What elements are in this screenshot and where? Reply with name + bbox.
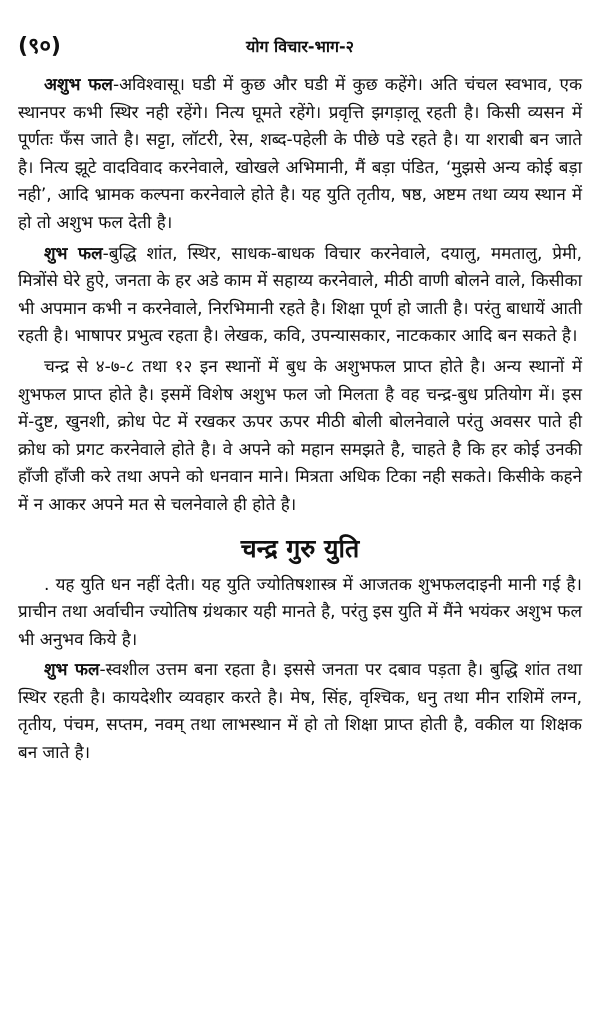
paragraph-yuti-intro — [18, 572, 582, 655]
paragraph-text: चन्द्र से ४-७-८ तथा १२ इन स्थानों में बुध के अशुभफल प्राप्त होते है। अन्य स्थानों में शुभफल प्राप्त होते है। इसमें विशेष अशुभ फल जो मिलता है वह चन्द्र-बुध प्रतियोग में। इस में-दुष्ट, खुनशी, क्रोध पेट में रखकर ऊपर ऊपर मीठी बोली बोलनेवाले परंतु अवसर पाते ही क्रोध को प्रगट करनेवाले होते है। वे अपने को महान समझते है, चाहते है कि हर कोई उनकी हाँजी हाँजी करे तथा अपने को धनवान माने। मित्रता अधिक टिका नही सकते। किसीके कहने में न आकर अपने मत से चलनेवाले ही होते है। — [18, 356, 582, 515]
section-heading: चन्द्र गुरु युति — [240, 533, 360, 563]
paragraph-lead: शुभ फल — [44, 243, 103, 264]
paragraph-lead: शुभ फल — [44, 660, 100, 681]
paragraph-text: -बुद्धि शांत, स्थिर, साधक-बाधक विचार करनेवाले, दयालु, ममतालु, प्रेमी, मित्रोंसे घेरे हुऐ, जनता के हर अडे काम में सहाय्य करनेवाले, मीठी वाणी बोलने वाले, किसीका भी अपमान कभी न करनेवाले, निरभिमानी रहते है। शिक्षा पूर्ण हो जाती है। परंतु बाधायें आती रहती है। भाषापर प्रभुत्व रहता है। लेखक, कवि, उपन्यासकार, नाटककार आदि बन सकते है। — [18, 243, 582, 347]
paragraph-text: -अविश्वासू। घडी में कुछ और घडी में कुछ कहेंगे। अति चंचल स्वभाव, एक स्थानपर कभी स्थिर नही रहेंगे। नित्य घूमते रहेंगे। प्रवृत्ति झगड़ालू रहती है। किसी व्यसन में पूर्णतः फँस जाते है। सट्टा, लॉटरी, रेस, शब्द-पहेली के पीछे पडे रहते है। या शराबी बन जाते है। नित्य झूटे वादविवाद करनेवाले, खोखले अभिमानी, मैं बड़ा पंडित, ‘मुझसे अन्य कोई बड़ा नही’, आदि भ्रामक कल्पना करनेवाले होते है। यह युति तृतीय, षष्ठ, अष्टम तथा व्यय स्थान में हो तो अशुभ फल देती है। — [18, 75, 582, 233]
paragraph-text: -स्वशील उत्तम बना रहता है। इससे जनता पर दबाव पड़ता है। बुद्धि शांत तथा स्थिर रहती है। कायदेशीर व्यवहार करते है। मेष, सिंह, वृश्चिक, धनु तथा मीन राशिमें लग्न, तृतीय, पंचम, सप्तम, नवम् तथा लाभस्थान में हो तो शिक्षा प्राप्त होती है, वकील या शिक्षक बन जाते है। — [18, 660, 583, 764]
paragraph-chandra-budh — [18, 354, 582, 520]
page-number: (९०) — [18, 34, 61, 59]
page-header — [18, 34, 582, 72]
running-title: योग विचार-भाग-२ — [246, 37, 354, 56]
paragraph-guru-shubh-fal — [18, 657, 582, 767]
paragraph-shubh-fal — [18, 241, 582, 351]
paragraph-text: . यह युति धन नहीं देती। यह युति ज्योतिषशास्त्र में आजतक शुभफलदाइनी मानी गई है। प्राचीन तथा अर्वाचीन ज्योतिष ग्रंथकार यही मानते है, परंतु इस युति में मैंने भयंकर अशुभ फल भी अनुभव किये है। — [18, 574, 582, 650]
paragraph-lead: अशुभ फल — [44, 75, 113, 95]
page-content — [18, 72, 582, 768]
paragraph-ashubh-fal — [18, 72, 582, 238]
